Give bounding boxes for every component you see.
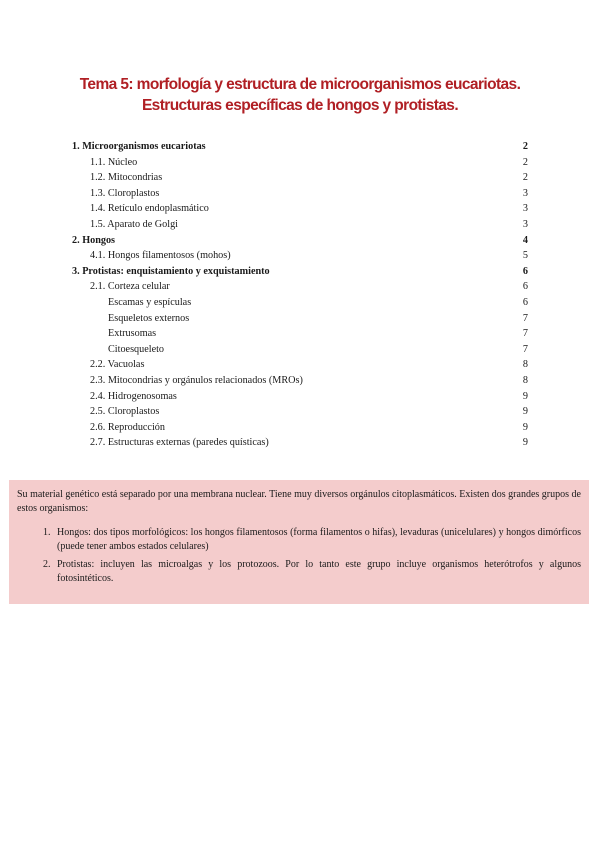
toc-entry[interactable] — [72, 435, 528, 451]
toc-entry[interactable] — [72, 264, 528, 280]
toc-entry-page: 7 — [522, 312, 528, 324]
list-item: 2. Protistas: incluyen las microalgas y los protozoos. Por lo tanto este grupo incluye organismos heterótrofos y algunos fotosintéticos. — [53, 558, 581, 586]
toc-entry[interactable] — [72, 295, 528, 311]
toc-entry[interactable] — [72, 404, 528, 420]
toc-entry-page: 3 — [522, 187, 528, 199]
toc-entry[interactable] — [72, 420, 528, 436]
toc-entry-page: 8 — [522, 359, 528, 371]
summary-box — [9, 480, 589, 604]
toc-entry[interactable] — [72, 248, 528, 264]
toc-entry[interactable] — [72, 373, 528, 389]
toc-entry[interactable] — [72, 357, 528, 373]
toc-entry-page: 9 — [522, 390, 528, 402]
toc-entry[interactable] — [72, 279, 528, 295]
toc-entry[interactable] — [72, 233, 528, 249]
toc-entry[interactable] — [72, 139, 528, 155]
toc-entry-label: 4.1. Hongos filamentosos (mohos) — [90, 250, 231, 262]
toc-entry-page: 4 — [522, 234, 528, 246]
toc-entry-label: 2.3. Mitocondrias y orgánulos relacionados (MROs) — [90, 374, 303, 386]
summary-intro: Su material genético está separado por una membrana nuclear. Tiene muy diversos orgánulos citoplasmáticos. Existen dos grandes grupos de estos organismos: — [17, 489, 581, 514]
toc-entry-label: 3. Protistas: enquistamiento y exquistamiento — [72, 265, 270, 277]
toc-entry-page: 5 — [522, 250, 528, 262]
toc-entry[interactable] — [72, 170, 528, 186]
toc-entry-label: 2.1. Corteza celular — [90, 281, 170, 293]
toc-entry-page: 2 — [522, 172, 528, 184]
toc-entry-label: Extrusomas — [108, 328, 157, 340]
toc-entry-label: 2.6. Reproducción — [90, 421, 165, 433]
toc-entry-label: 2.5. Cloroplastos — [90, 406, 160, 418]
toc-entry-page: 7 — [522, 328, 528, 340]
toc-entry-label: 1.3. Cloroplastos — [90, 187, 160, 199]
toc-entry-label: 1. Microorganismos eucariotas — [72, 141, 206, 152]
toc-entry[interactable] — [72, 342, 528, 358]
toc-entry-page: 9 — [522, 421, 528, 433]
toc-entry[interactable] — [72, 389, 528, 405]
toc-entry-page: 9 — [522, 406, 528, 418]
toc-entry-page: 2 — [522, 141, 528, 152]
toc-entry-page: 2 — [522, 156, 528, 168]
document-title — [0, 74, 600, 116]
toc-entry[interactable] — [72, 155, 528, 171]
toc-entry[interactable] — [72, 311, 528, 327]
toc-entry[interactable] — [72, 186, 528, 202]
toc-entry-page: 6 — [522, 265, 528, 277]
toc-entry-label: 1.4. Retículo endoplasmático — [90, 203, 209, 215]
title-line-1: Tema 5: morfología y estructura de microorganismos eucariotas. — [79, 76, 521, 93]
list-item: 1. Hongos: dos tipos morfológicos: los hongos filamentosos (forma filamentos o hifas), levaduras (unicelulares) y hongos dimórficos (puede tener ambos estados celulares) — [53, 526, 581, 554]
toc-entry-page: 6 — [522, 281, 528, 293]
toc-entry-page: 9 — [522, 437, 528, 449]
toc-entry-page: 8 — [522, 374, 528, 386]
toc-entry[interactable] — [72, 201, 528, 217]
toc-entry-label: 2.2. Vacuolas — [90, 359, 145, 371]
toc-entry-label: Esqueletos externos — [108, 312, 190, 324]
toc-entry-label: 2.7. Estructuras externas (paredes quísticas) — [90, 437, 269, 449]
toc-entry-page: 6 — [522, 296, 528, 308]
toc-entry-label: 1.2. Mitocondrias — [90, 172, 163, 184]
table-of-contents — [72, 139, 528, 451]
organism-groups-list — [17, 526, 581, 586]
toc-entry-label: 2. Hongos — [72, 234, 116, 246]
toc-entry-label: 2.4. Hidrogenosomas — [90, 390, 177, 402]
toc-entry-page: 7 — [522, 343, 528, 355]
toc-entry-page: 3 — [522, 203, 528, 215]
toc-entry-label: Citoesqueleto — [108, 343, 165, 355]
toc-entry-label: 1.1. Núcleo — [90, 156, 138, 168]
toc-entry-label: 1.5. Aparato de Golgi — [90, 218, 178, 230]
toc-entry[interactable] — [72, 217, 528, 233]
toc-entry[interactable] — [72, 326, 528, 342]
toc-entry-label: Escamas y espículas — [108, 296, 192, 308]
title-line-2: Estructuras específicas de hongos y protistas. — [141, 97, 459, 114]
toc-entry-page: 3 — [522, 218, 528, 230]
